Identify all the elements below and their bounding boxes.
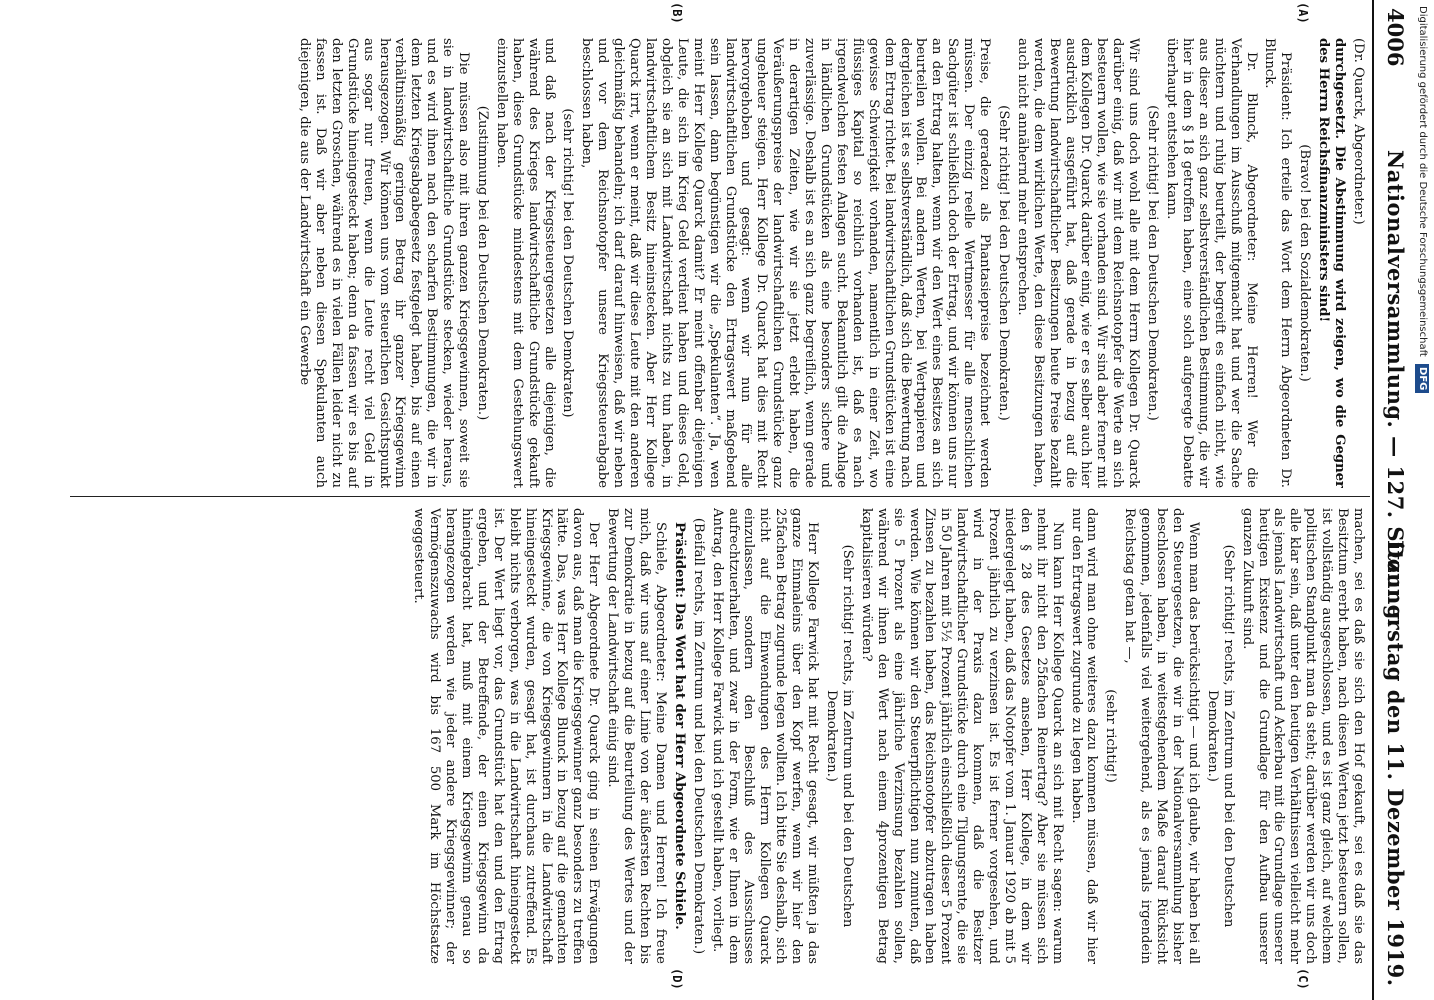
session-date: Donnerstag den 11. Dezember 1919. — [1383, 540, 1408, 987]
speech-paragraph: Preise, die geradezu als Phantasiepreise bezeichnet werden müssen. Der einzig reelle Wertmesser für alle menschlichen Sachgüter ist schließlich doch der Ertrag, und wir können uns nur an den Ertrag halten, wenn wir den Wert eines Besitzes an sich beurteilen wollen. Bei andern Werten, bei Wertpapieren und dergleichen ist es selbstverständlich, daß sich die Bewertung nach dem Ertrag richtet. Bei landwirtschaftlichen Grundstücken ist eine gewisse Schwierigkeit vorhanden, namentlich in einer Zeit, wo flüssiges Kapital so reichlich vorhanden ist, daß es nach irgendwelchen festen Anlagen sucht. Bekanntlich gilt die Anlage in ländlichen Grundstücken als eine besonders sichere und zuverlässige. Deshalb ist es an sich ganz begreiflich, wenn gerade in derartigen Zeiten, wie wir sie jetzt erlebt haben, die Veräußerungspreise der landwirtschaftlichen Grundstücke ganz ungeheuer steigen. Herr Kollege Dr. Quarck hat dies mit Recht hervorgehoben und gesagt: wenn wir nun für alle landwirtschaftlichen Grundstücke den Ertragswert maßgebend sein lassen, dann begünstigen wir die „Spekulanten“. Ja, wen meint Herr Kollege Quarck damit? Er meint offenbar diejenigen Leute, die sich im Krieg Geld verdient haben und dieses Geld, obgleich sie an sich mit Landwirtschaft nichts zu tun haben, in landwirtschaftlichem Besitz hineinstecken. Aber Herr Kollege Quarck irrt, wenn er meint, daß wir diese Leute mit den anderen gleichmäßig behandeln; ich darf darauf hinweisen, daß wir neben und vor dem Reichsnotopfer unsere Kriegssteuerabgabe beschlossen haben, — [579, 38, 993, 488]
president-remark: Präsident: Ich erteile das Wort dem Herrn Abgeordneten Dr. Blunck. — [1262, 38, 1294, 488]
column-divider — [70, 496, 1370, 497]
speaker-continuation: (Dr. Quarck, Abgeordneter.) — [1351, 38, 1366, 225]
interjection: (Bravo! bei den Sozialdemokraten.) — [1297, 144, 1313, 382]
speech-paragraph: und daß nach der Kriegssteuergesetzen alle diejenigen, die während des Krieges landwirtschaftliche Grundstücke gekauft haben, diese Grundstücke mindestens mit dem Gestehungswert einzustellen haben. — [493, 38, 557, 488]
speech-paragraph: machen, sei es daß sie sich den Hof gekauft, sei es daß sie das Besitztum ererbt haben, nach diesen Werten jetzt besteuern sollen, ist vollständig ausgeschlossen, und es ist ganz gleich, auf welchem politischen Standpunkt man da steht; darüber werden wir uns doch alle klar sein, daß unter den heutigen Verhältnissen vielleicht mehr als jemals Landwirtschaft und Ackerbau mit die Grundlage unserer heutigen Existenz und die Grundlage für den Aufbau unserer ganzen Zukunft sind. — [1239, 508, 1366, 964]
interjection: (Sehr richtig! bei den Deutschen Demokraten.) — [995, 105, 1011, 421]
margin-mark-b: (B) — [670, 2, 684, 24]
right-column — [66, 508, 1366, 964]
interjection: (sehr richtig! bei den Deutschen Demokraten) — [560, 108, 576, 418]
page-number: 4006 — [1383, 8, 1408, 67]
dfg-logo: DFG — [1415, 364, 1429, 393]
interjection: (Beifall rechts, im Zentrum und bei den Deutschen Demokraten.) — [690, 517, 706, 955]
digitization-credit — [1412, 6, 1432, 996]
margin-mark-a: (A) — [1296, 2, 1310, 24]
speech-paragraph: Wir sind uns doch wohl alle mit dem Herrn Kollegen Dr. Quarck darüber einig, daß wir mit dem Reichsnotopfer die Werte an sich besteuern wollen, wie sie vorhanden sind. Wir sind aber ferner mit dem Kollegen Dr. Quarck darüber einig, wie er es selber auch hier ausdrücklich ausgeführt hat, daß gerade in bezug auf die Bewertung landwirtschaftlicher Besitzungen heute Preise bezahlt werden, die dem wirklichen Werte, den diese Besitzungen haben, auch nicht annähernd mehr entsprechen. — [1014, 38, 1142, 488]
credit-text: Digitalisierung gefördert durch die Deutsche Forschungsgemeinschaft — [1417, 6, 1428, 357]
margin-mark-d: (D) — [670, 968, 684, 990]
speech-paragraph: Wenn man das berücksichtigt — und ich glaube, wir haben bei all den Steuergesetzen, die wir in der Nationalversammlung bisher beschlossen haben, in weitestgehendem Maße darauf Rücksicht genommen, jedenfalls viel weitergehend, als es jemals irgendein Reichstag getan hat —, — [1122, 508, 1201, 964]
president-remark: Präsident: Das Wort hat der Herr Abgeordnete Schiele. — [671, 522, 687, 930]
interjection: (Zustimmung bei den Deutschen Demokraten.) — [474, 105, 490, 421]
speech-paragraph: Nun kann Herr Kollege Quarck an sich mit Recht sagen: warum nehmt ihr nicht den 25fachen Reinertrag? Aber sie müssen sich den § 28 des Gesetzes ansehen, Herr Kollege, in dem wir niedergelegt haben, daß das Notopfer vom 1. Januar 1920 ab mit 5 Prozent jährlich zu verzinsen ist. Es ist ferner vorgesehen, und wird in der Praxis dazu kommen, daß die Besitzer landwirtschaftlicher Grundstücke durch eine Tilgungsrente, die sie in 50 Jahren mit 5½ Prozent jährlich einschließlich dieser 5 Prozent Zinsen zu bezahlen haben, das Reichsnotopfer abzutragen haben werden. Wie können wir den Steuerpflichtigen nun zumuten, daß sie 5 Prozent als eine jährliche Verzinsung bezahlen sollen, während wir ihnen den Wert nach einem 4prozentigen Betrag kapitalisieren würden? — [858, 508, 1065, 964]
speech-paragraph: Schiele, Abgeordneter: Meine Damen und Herren! Ich freue mich, daß wir uns auf einer Linie von der äußersten Rechten bis zur Demokratie in bezug auf die Beurteilung des Wertes und der Bewertung der Landwirtschaft einig sind. — [605, 508, 668, 964]
interjection: (Sehr richtig! rechts, im Zentrum und bei den Deutschen Demokraten.) — [1204, 544, 1236, 928]
speech-paragraph: dann wird man ohne weiteres dazu kommen müssen, daß wir hier nur den Ertragswert zugrunde zu legen haben. — [1068, 508, 1100, 964]
interjection: (Sehr richtig! bei den Deutschen Demokraten.) — [1145, 105, 1161, 421]
margin-mark-c: (C) — [1296, 968, 1310, 990]
speech-paragraph: Der Herr Abgeordnete Dr. Quarck ging in seinen Erwägungen davon aus, daß man die Kriegsgewinner ganz besonders zu treffen hätte. Das, was Herr Kollege Blunck in bezug auf die gemachten Kriegsgewinne, die von Kriegsgewinnern in die Landwirtschaft hineingesteckt wurden, gesagt hat, ist durchaus zutreffend. Es bleibt nichts verborgen, was in die Landwirtschaft hineingesteckt ist. Der Wert liegt vor, das Grundstück hat den und den Ertrag ergeben, und der Betreffende, der einen Kriegsgewinn da hineingebracht hat, muß mit einem Kriegsgewinn genau so herangezogen werden wie jeder andere Kriegsgewinner; der Vermögenszuwachs wird bis 167 500 Mark im Höchstsatze weggesteuert. — [411, 508, 602, 964]
speech-paragraph: Die müssen also mit ihren ganzen Kriegsgewinnen, soweit sie sie in landwirtschaftliche Grundstücke stecken, wieder heraus, und es wird ihnen nach den scharfen Bestimmungen, die wir in dem letzten Kriegsabgabegesetz festgelegt haben, bis auf einen verhältnismäßig geringen Betrag ihr ganzer Kriegsgewinn herausgezogen. Wir können uns vom steuerlichen Gesichtspunkt aus sogar nur freuen, wenn die Leute recht viel Geld in Grundstücke hineingesteckt haben; denn da fassen wir es bis auf den letzten Groschen, während es in vielen Fällen leider nicht zu fassen ist. Daß wir aber neben diesen Spekulanten auch diejenigen, die aus der Landwirtschaft ein Gewerbe — [297, 38, 472, 488]
speech-paragraph: Herr Kollege Farwick hat mit Recht gesagt, wir müßten ja das ganze Einmaleins über den Kopf werfen, wenn wir hier den 25fachen Betrag zugrunde legen wollten. Ich bitte Sie deshalb, sich nicht auf die Einwendungen des Herrn Kollegen Quarck einzulassen, sondern den Beschluß des Ausschusses aufrechtzuerhalten, und zwar in der Form, wie er Ihnen in dem Antrag, den Herr Kollege Farwick und ich gestellt haben, vorliegt. — [709, 508, 821, 964]
document-page — [48, 0, 1428, 1000]
paragraph: durchgesetzt. Die Abstimmung wird zeigen, wo die Gegner des Herrn Reichsfinanzministers sind! — [1316, 38, 1348, 488]
session-title: Nationalversammlung. — 127. Sitzung. — [1383, 150, 1408, 628]
left-column — [66, 38, 1366, 488]
speech-paragraph: Dr. Blunck, Abgeordneter: Meine Herren! Wer die Verhandlungen im Ausschuß mitgemacht hat und wer die Sache nüchtern und ruhig beurteilt, der begreift es einfach nicht, wie aus dieser an sich ganz selbstverständlichen Bestimmung, die wir hier in dem § 18 getroffen haben, eine solch aufgeregte Debatte überhaupt entstehen kann. — [1164, 38, 1259, 488]
interjection: (Sehr richtig! rechts, im Zentrum und bei den Deutschen Demokraten.) — [824, 544, 855, 928]
interjection: (sehr richtig!) — [1103, 689, 1119, 783]
